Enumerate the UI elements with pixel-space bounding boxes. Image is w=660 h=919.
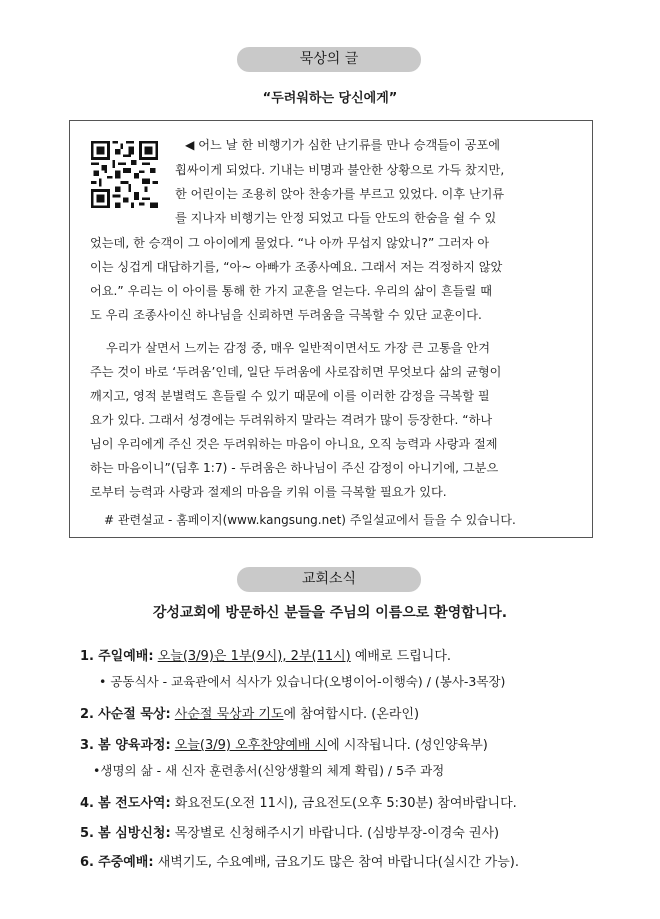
para2-line: 요가 있다. 그래서 성경에는 두려워하지 말라는 격려가 많이 등장한다. “하나 xyxy=(90,413,493,427)
para1-line: 이는 싱겁게 대답하기를, “아~ 아빠가 조종사예요. 그래서 저는 걱정하지 않았 xyxy=(90,260,503,274)
para1-line: 었는데, 한 승객이 그 아이에게 물었다. “나 아까 무섭지 않았니?” 그러자 아 xyxy=(90,236,490,250)
sermon-footer-note: # 관련설교 - 홈페이지(www.kangsung.net) 주일설교에서 들을 수 있습니다. xyxy=(104,513,516,527)
para2-line: 주는 것이 바로 ‘두려움’인데, 일단 두려움에 사로잡히면 무엇보다 삶의 균형이 xyxy=(90,365,502,379)
news-item-title: 주일예배 xyxy=(98,649,149,664)
news-item-text: 예배로 드립니다. xyxy=(350,649,452,664)
news-item-number: 5. xyxy=(80,826,94,841)
para1-line: 한 어린이는 조용히 앉아 찬송가를 부르고 있었다. 이후 난기류 xyxy=(175,187,505,201)
news-item-text: 목장별로 신청해주시기 바랍니다. (심방부장-이경숙 권사) xyxy=(174,826,500,841)
para2-line: 깨지고, 영적 분별력도 흔들릴 수 있기 때문에 이를 이러한 감정을 극복할 필 xyxy=(90,389,490,403)
para1-line: 를 지나자 비행기는 안정 되었고 다들 안도의 한숨을 쉴 수 있 xyxy=(175,211,497,225)
news-subitem-3: •생명의 삶 - 새 신자 훈련총서(신앙생활의 체계 확립) / 5주 과정 xyxy=(93,763,445,778)
para1-line: 휩싸이게 되었다. 기내는 비명과 불안한 상황으로 가득 찼지만, xyxy=(175,163,505,177)
news-item-text: 에 시작됩니다. (성인양육부) xyxy=(327,738,488,753)
news-item-number: 6. xyxy=(80,855,94,870)
news-item-5: 5. 봄 심방신청: 목장별로 신청해주시기 바랍니다. (심방부장-이경숙 권사) xyxy=(80,826,500,841)
news-item-text: 새벽기도, 수요예배, 금요기도 많은 참여 바랍니다(실시간 가능). xyxy=(157,855,519,870)
news-subitem-1: • 공동식사 - 교육관에서 식사가 있습니다(오병이어-이행숙) / (봉사-3목장) xyxy=(99,674,506,689)
para2-line: 로부터 능력과 사랑과 절제의 마음을 키워 이를 극복할 필요가 있다. xyxy=(90,485,447,499)
news-section-title: 교회소식 xyxy=(237,567,421,592)
news-item-title: 사순절 묵상 xyxy=(98,707,166,722)
news-item-6: 6. 주중예배: 새벽기도, 수요예배, 금요기도 많은 참여 바랍니다(실시간 가능). xyxy=(80,855,519,870)
news-item-underlined: 사순절 묵상과 기도 xyxy=(174,707,284,722)
news-item-title: 봄 전도사역 xyxy=(98,796,166,811)
news-item-underlined: 오늘(3/9) 오후찬양예배 시 xyxy=(174,738,328,753)
news-item-1: 1. 주일예배: 오늘(3/9)은 1부(9시), 2부(11시) 예배로 드립니다. xyxy=(80,649,452,664)
news-item-title: 봄 심방신청 xyxy=(98,826,166,841)
news-item-text: 화요전도(오전 11시), 금요전도(오후 5:30분) 참여바랍니다. xyxy=(174,796,517,811)
qr-code-icon[interactable] xyxy=(91,141,158,208)
news-item-text: 에 참여합시다. (온라인) xyxy=(283,707,420,722)
welcome-message: 강성교회에 방문하신 분들을 주님의 이름으로 환영합니다. xyxy=(152,605,508,621)
para1-line: 어요.” 우리는 이 아이를 통해 한 가지 교훈을 얻는다. 우리의 삶이 흔들릴 때 xyxy=(90,284,492,298)
news-item-2: 2. 사순절 묵상: 사순절 묵상과 기도에 참여합시다. (온라인) xyxy=(80,707,420,722)
para1-line: 도 우리 조종사이신 하나님을 신뢰하면 두려움을 극복할 수 있단 교훈이다. xyxy=(90,308,482,322)
news-item-number: 3. xyxy=(80,738,94,753)
news-item-number: 2. xyxy=(80,707,94,722)
meditation-section-title: 묵상의 글 xyxy=(237,47,421,72)
news-item-title: 봄 양육과정 xyxy=(98,738,166,753)
news-item-number: 1. xyxy=(80,649,94,664)
para2-line: 우리가 살면서 느끼는 감정 중, 매우 일반적이면서도 가장 큰 고통을 안겨 xyxy=(106,341,491,355)
para2-line: 님이 우리에게 주신 것은 두려워하는 마음이 아니요, 오직 능력과 사랑과 절제 xyxy=(90,437,498,451)
news-item-3: 3. 봄 양육과정: 오늘(3/9) 오후찬양예배 시에 시작됩니다. (성인양육부) xyxy=(80,738,488,753)
news-item-number: 4. xyxy=(80,796,94,811)
meditation-headline: “두려워하는 당신에게” xyxy=(262,91,398,106)
news-item-underlined: 오늘(3/9)은 1부(9시), 2부(11시) xyxy=(157,649,351,664)
news-item-title: 주중예배 xyxy=(98,855,149,870)
para2-line: 하는 마음이니”(딤후 1:7) - 두려움은 하나님이 주신 감정이 아니기에, 그분으 xyxy=(90,461,499,475)
news-item-4: 4. 봄 전도사역: 화요전도(오전 11시), 금요전도(오후 5:30분) 참여바랍니다. xyxy=(80,796,517,811)
para1-line: ◀ 어느 날 한 비행기가 심한 난기류를 만나 승객들이 공포에 xyxy=(185,138,501,152)
